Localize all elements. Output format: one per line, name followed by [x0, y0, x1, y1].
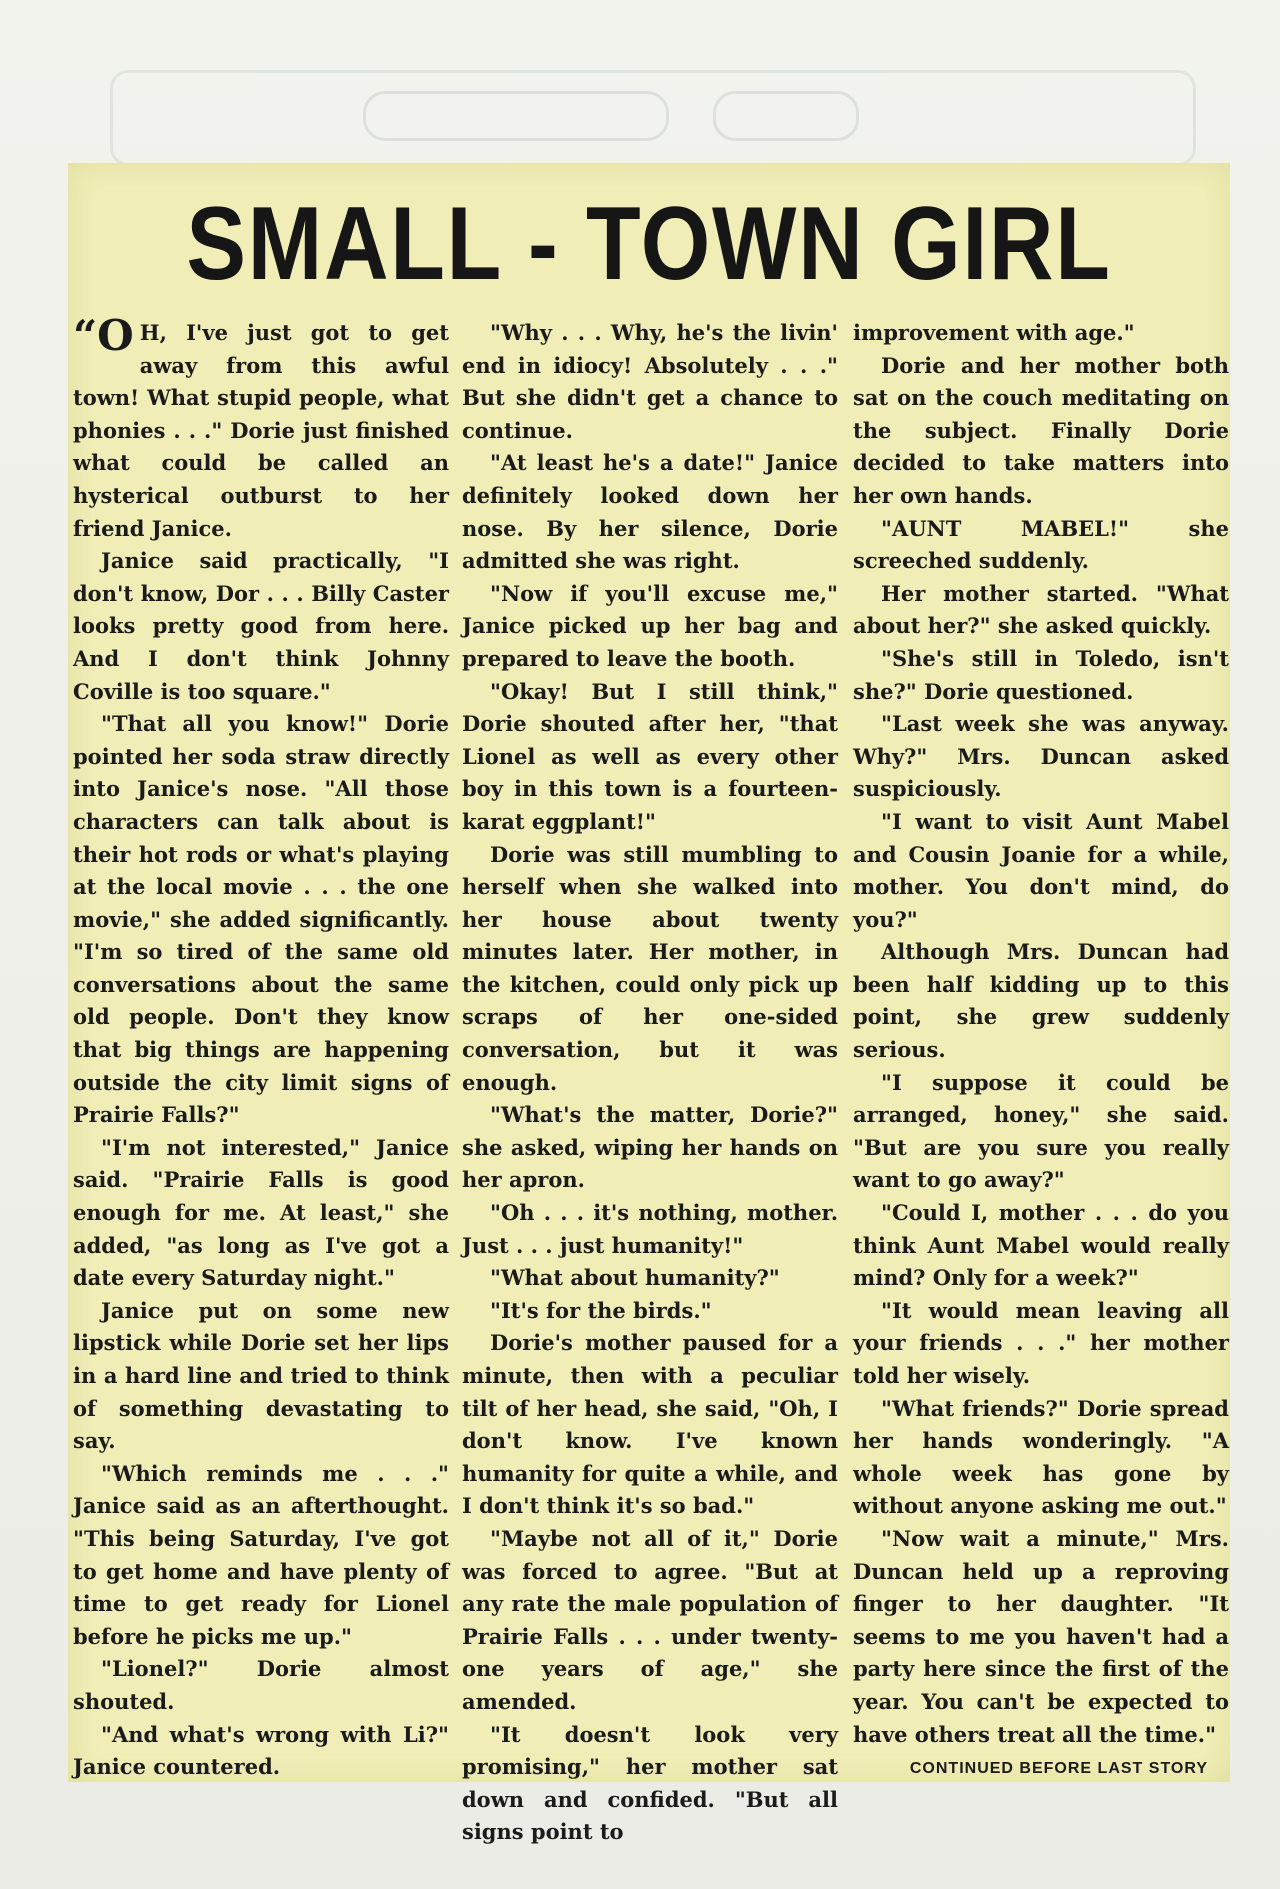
story-paragraph: "And what's wrong with Li?" Janice countered. — [73, 1721, 449, 1780]
story-paragraph: "Now wait a minute," Mrs. Duncan held up a reproving finger to her daughter. "It seems to me you haven't had a party here since the first of the year. You can't be expected to have others treat all the time." — [853, 1525, 1229, 1747]
story-paragraph: "It's for the birds." — [490, 1297, 712, 1323]
continued-note: CONTINUED BEFORE LAST STORY — [909, 1760, 1208, 1777]
story-paragraph: Janice put on some new lipstick while Dorie set her lips in a hard line and tried to think of something devastating to say. — [73, 1297, 449, 1454]
story-paragraph: "I suppose it could be arranged, honey," she said. "But are you sure you really want to go away?" — [853, 1069, 1229, 1193]
story-panel — [68, 163, 1230, 1845]
story-paragraph: "I want to visit Aunt Mabel and Cousin Joanie for a while, mother. You don't mind, do you?" — [853, 808, 1229, 932]
story-paragraph: Although Mrs. Duncan had been half kidding up to this point, she grew suddenly serious. — [853, 939, 1229, 1063]
story-paragraph: "It would mean leaving all your friends . . ." her mother told her wisely. — [853, 1297, 1229, 1388]
story-paragraph: Dorie and her mother both sat on the couch meditating on the subject. Finally Dorie decided to take matters into her own hands. — [853, 352, 1229, 508]
story-paragraph: "At least he's a date!" Janice definitely looked down her nose. By her silence, Dorie admitted she was right. — [462, 450, 838, 574]
story-paragraph: "I'm not interested," Janice said. "Prairie Falls is good enough for me. At least," she added, "as long as I've got a date every Saturday night." — [73, 1134, 449, 1291]
story-paragraph: "Why . . . Why, he's the livin' end in idiocy! Absolutely . . ." But she didn't get a chance to continue. — [462, 320, 838, 443]
faded-header-art — [110, 70, 1196, 166]
story-paragraph: "Last week she was anyway. Why?" Mrs. Duncan asked suspiciously. — [853, 711, 1229, 802]
paragraph-text: H, I've just got to get away from this awful town! What stupid people, what phonies . . ." Dorie just finished what could be called an hysterical outburst to her friend Janice. — [73, 320, 449, 541]
drop-cap: “O — [73, 311, 134, 360]
story-paragraph: "Lionel?" Dorie almost shouted. — [73, 1656, 449, 1714]
story-paragraph — [73, 311, 449, 545]
story-paragraph: "That all you know!" Dorie pointed her soda straw directly into Janice's nose. "All those characters can talk about is their hot rods or what's playing at the local movie . . . the one movie," she added significantly. "I'm so tired of the same old conversations about the same old people. Don't they know that big things are happening outside the city limit signs of Prairie Falls?" — [73, 711, 449, 1128]
story-paragraph: Janice said practically, "I don't know, Dor . . . Billy Caster looks pretty good from here. And I don't think Johnny Coville is too square." — [73, 548, 449, 704]
story-paragraph: "What friends?" Dorie spread her hands wonderingly. "A whole week has gone by without anyone asking me out." — [853, 1395, 1229, 1519]
faded-art-shape — [363, 91, 669, 141]
story-paragraph: "Oh . . . it's nothing, mother. Just . . . just humanity!" — [462, 1200, 838, 1258]
story-paragraph: "What about humanity?" — [490, 1265, 780, 1291]
story-paragraph: "Maybe not all of it," Dorie was forced to agree. "But at any rate the male population of Prairie Falls . . . under twenty-one years of age," she amended. — [462, 1525, 838, 1714]
story-paragraph: "Could I, mother . . . do you think Aunt Mabel would really mind? Only for a week?" — [853, 1200, 1229, 1291]
text-column-2 — [462, 317, 838, 1849]
story-paragraph: "What's the matter, Dorie?" she asked, wiping her hands on her apron. — [462, 1102, 838, 1193]
story-paragraph: "Which reminds me . . ." Janice said as an afterthought. "This being Saturday, I've got to get home and have plenty of time to get ready for Lionel before he picks me up." — [73, 1460, 449, 1649]
story-paragraph: Her mother started. "What about her?" she asked quickly. — [853, 580, 1229, 639]
faded-art-shape — [713, 91, 859, 141]
story-title: SMALL - TOWN GIRL — [186, 186, 1112, 302]
story-paragraph: "She's still in Toledo, isn't she?" Dorie questioned. — [853, 645, 1229, 704]
story-paragraph: "Okay! But I still think," Dorie shouted after her, "that Lionel as well as every other boy in this town is a fourteen-karat eggplant!" — [462, 678, 838, 834]
story-paragraph: improvement with age." — [853, 320, 1135, 345]
text-column-3 — [853, 317, 1229, 1751]
story-paragraph: "AUNT MABEL!" she screeched suddenly. — [853, 515, 1229, 574]
text-column-1 — [73, 311, 449, 1784]
story-paragraph: Dorie was still mumbling to herself when she walked into her house about twenty minutes later. Her mother, in the kitchen, could only pick up scraps of her one-sided conversation, but it was enough. — [462, 841, 838, 1095]
story-paragraph: Dorie's mother paused for a minute, then with a peculiar tilt of her head, she said, "Oh, I don't know. I've known humanity for quite a while, and I don't think it's so bad." — [462, 1330, 838, 1519]
story-paragraph: "Now if you'll excuse me," Janice picked up her bag and prepared to leave the booth. — [462, 580, 838, 671]
story-paragraph: "It doesn't look very promising," her mother sat down and confided. "But all signs point to — [462, 1721, 838, 1845]
